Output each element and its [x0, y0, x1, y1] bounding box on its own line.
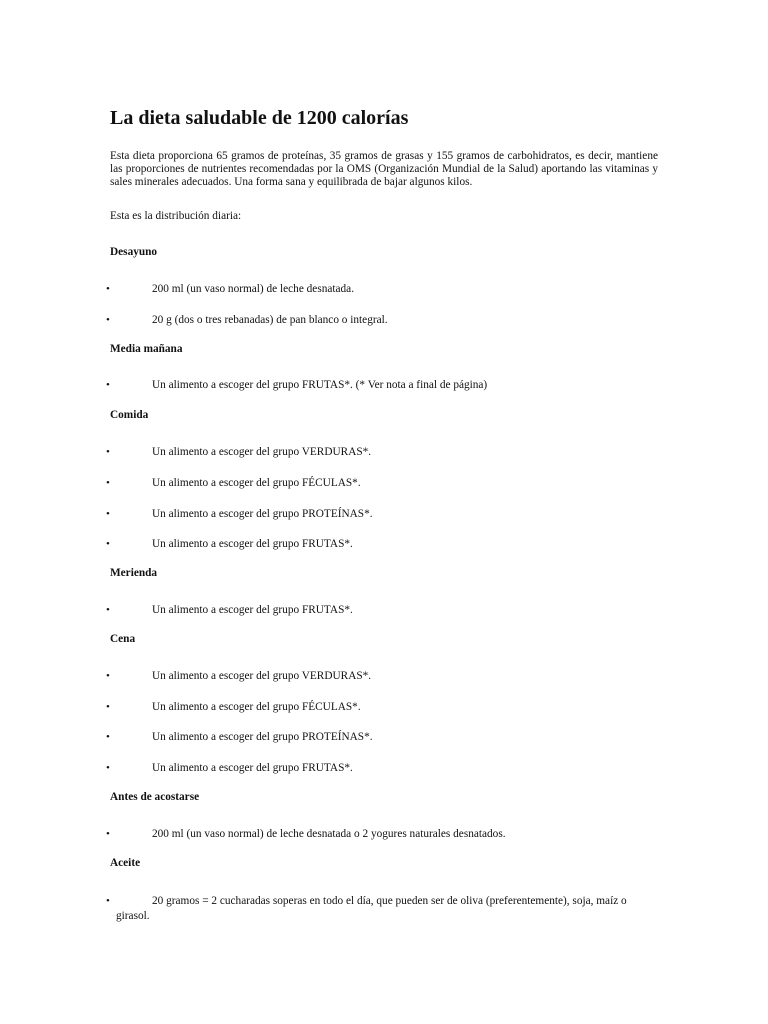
list-item-text: Un alimento a escoger del grupo FRUTAS*.: [152, 762, 353, 774]
list-item: [106, 700, 646, 715]
list-item: [106, 603, 646, 618]
list-item: [106, 476, 646, 491]
bullet-icon: •: [106, 446, 110, 458]
list-item-text: Un alimento a escoger del grupo PROTEÍNAS*.: [152, 508, 373, 520]
bullet-icon: •: [106, 731, 110, 743]
list-item: [106, 827, 646, 842]
bullet-icon: •: [106, 762, 110, 774]
bullet-icon: •: [106, 701, 110, 713]
bullet-icon: •: [106, 828, 110, 840]
list-item: [106, 537, 646, 552]
bullet-icon: •: [106, 477, 110, 489]
page-title: La dieta saludable de 1200 calorías: [110, 107, 409, 129]
list-item: [106, 894, 646, 924]
section-heading-media-manana: Media mañana: [110, 343, 183, 355]
list-item: [106, 761, 646, 776]
list-item-text: Un alimento a escoger del grupo VERDURAS*.: [152, 446, 372, 458]
section-heading-antes-de-acostarse: Antes de acostarse: [110, 791, 200, 803]
section-heading-comida: Comida: [110, 409, 149, 421]
section-heading-cena: Cena: [110, 633, 136, 645]
list-item-text: 20 g (dos o tres rebanadas) de pan blanco o integral.: [152, 314, 388, 326]
list-item-text: Un alimento a escoger del grupo FÉCULAS*.: [152, 477, 361, 489]
list-item-text: 20 gramos = 2 cucharadas soperas en todo el día, que pueden ser de oliva (preferentemente), soja, maíz o girasol.: [116, 895, 627, 922]
list-item-text: 200 ml (un vaso normal) de leche desnatada.: [152, 283, 355, 295]
list-item: [106, 313, 646, 328]
list-item: [106, 730, 646, 745]
list-item-text: Un alimento a escoger del grupo FRUTAS*.: [152, 538, 353, 550]
distribution-intro: Esta es la distribución diaria:: [110, 210, 242, 222]
list-item-text: Un alimento a escoger del grupo VERDURAS*.: [152, 670, 372, 682]
bullet-icon: •: [106, 604, 110, 616]
section-heading-aceite: Aceite: [110, 857, 141, 869]
bullet-icon: •: [106, 670, 110, 682]
list-item-text: Un alimento a escoger del grupo FRUTAS*. (* Ver nota a final de página): [152, 379, 488, 391]
list-item-text: 200 ml (un vaso normal) de leche desnatada o 2 yogures naturales desnatados.: [152, 828, 506, 840]
list-item: [106, 445, 646, 460]
list-item: [106, 669, 646, 684]
bullet-icon: •: [106, 508, 110, 520]
bullet-icon: •: [106, 314, 110, 326]
list-item: [106, 378, 646, 393]
bullet-icon: •: [106, 538, 110, 550]
intro-paragraph: Esta dieta proporciona 65 gramos de proteínas, 35 gramos de grasas y 155 gramos de carbohidratos, es decir, mantiene las proporciones de nutrientes recomendadas por la OMS (Organización Mundial de la Salud) aportando las vitaminas y sales minerales adecuados. Una forma sana y equilibrada de bajar algunos kilos.: [110, 150, 658, 188]
bullet-icon: •: [106, 379, 110, 391]
list-item-text: Un alimento a escoger del grupo PROTEÍNAS*.: [152, 731, 373, 743]
section-heading-merienda: Merienda: [110, 567, 158, 579]
section-heading-desayuno: Desayuno: [110, 246, 158, 258]
bullet-icon: •: [106, 283, 110, 295]
list-item-text: Un alimento a escoger del grupo FRUTAS*.: [152, 604, 353, 616]
list-item: [106, 507, 646, 522]
list-item: [106, 282, 646, 297]
bullet-icon: •: [106, 895, 110, 907]
list-item-text: Un alimento a escoger del grupo FÉCULAS*.: [152, 701, 361, 713]
